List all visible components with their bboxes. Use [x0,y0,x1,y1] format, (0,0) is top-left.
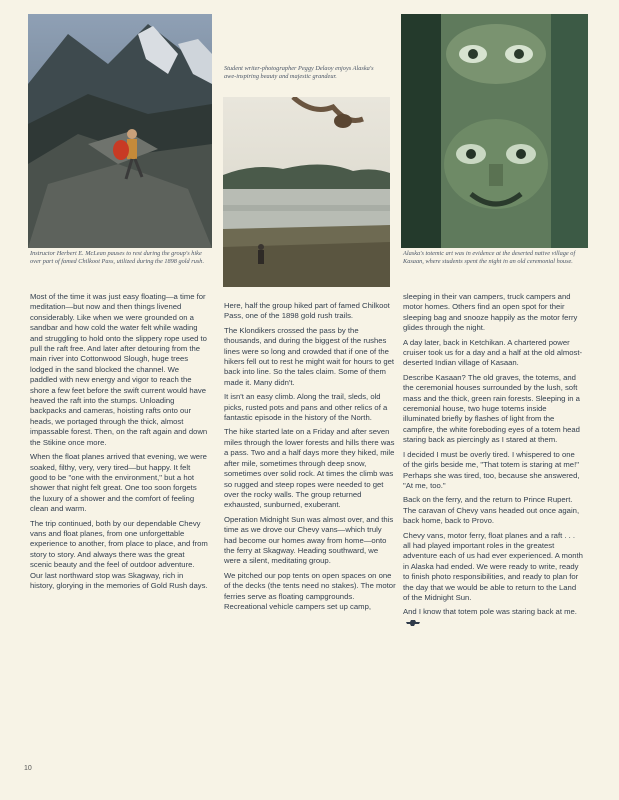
paragraph: Describe Kasaan? The old graves, the totems, and the ceremonial houses surrounded by the lush, soft mass and the thick, green rain forests. Sleeping in a ceremonial house, two huge totems inside illuminated briefly by flashes of light from the campfire, the white foreboding eyes of a totem head staring back as piercingly as I stared at them. [403,372,580,445]
caption-center: Student writer-photographer Peggy Delaoy enjoys Alaska's awe-inspiring beauty and majestic grandeur. [224,65,374,80]
paragraph: sleeping in their van campers, truck campers and motor homes. Others find an open spot for their sleeping bag and snooze happily as the motor ferry glides through the night. [403,292,578,333]
text-column-center [224,301,396,616]
photo-totem-pole [401,14,588,248]
text-column-left [30,292,208,595]
paragraph: A day later, back in Ketchikan. A chartered power cruiser took us for a day and a half at the old almost-deserted Indian village of Kasaan. [403,337,583,368]
chevrolet-bowtie-icon [406,620,420,626]
paragraph: It isn't an easy climb. Along the trail, sleds, old picks, rusted pots and pans and other relics of a fantastic episode in the history of the North. [224,392,388,423]
paragraph: When the float planes arrived that evening, we were soaked, filthy, very, very tired—but happy. It felt good to be "one with the environment," but a hot shower that night felt great. One too soon forgets the luxury of a shower and the comfort of feeling clean and warm. [30,452,207,514]
text-column-right [403,292,583,628]
paragraph: The Klondikers crossed the pass by the thousands, and during the biggest of the rushes lines were so long and crowded that if one of the hikers fell out to rest he might wait for hours to get back into line. So the tales claim. Some of them made it. Many didn't. [224,325,395,387]
paragraph: The hike started late on a Friday and after seven miles through the lower forests and hills there was a pass. Two and a half days more they hiked, mile after mile, sometimes through deep snow, sometimes over solid rock. At times the climb was so rugged and steep ropes were needed to get over the rocky walls. The group returned exhausted, sunburned, exuberant. [224,427,395,510]
caption-right: Alaska's totemic art was in evidence at the deserted native village of Kasaan, where students spent the night in an old ceremonial house. [403,250,576,265]
paragraph: Chevy vans, motor ferry, float planes and a raft . . . all had played important roles in the greatest adventure each of us had ever experienced. A month in Alaska had ended. We were ready to write, ready to finish photo responsibilities, and ready to plan for the day that we would be able to return to the Land of the Midnight Sun. [403,530,583,602]
photo-hiker-chilkoot [28,14,212,248]
paragraph: Operation Midnight Sun was almost over, and this time as we drove our Chevy vans—which truly had become our homes away from home—onto the ferry at Skagway. Heading southward, we were a silent, meditating group. [224,514,394,566]
photo-lake-shore [223,97,390,287]
paragraph: The trip continued, both by our dependable Chevy vans and float planes, from one unforgettable experience to another, from place to place, and from story to story. And always there was the great scenic beauty and the feel of outdoor adventure. Our last northward stop was Skagway, rich in history, glorying in the memories of Gold Rush days. [30,518,208,590]
page-number: 10 [24,765,32,772]
paragraph: And I know that totem pole was staring back at me. [403,607,577,617]
caption-left: Instructor Herbert E. McLean pauses to rest during the group's hike over part of famed Chilkoot Pass, utilized during the 1898 gold rush. [30,250,205,265]
paragraph: Here, half the group hiked part of famed Chilkoot Pass, one of the 1898 gold rush trails. [224,301,390,321]
paragraph: Most of the time it was just easy floating—a time for meditation—but now and then things livened considerably. Like when we were grounded on a sandbar and how cold the water felt while wading and struggling to hold onto the slippery rope used to pull the raft free. And later after detouring from the main river into Cottonwood Slough, huge trees lodged in the sand blocked the channel. We paddled with new energy and vigor to reach the shore a few feet before the swift current would have heaved the raft into the stumps. Unloading backpacks and cameras, hoisting rafts onto our heads, we portaged through the thick, almost impassable forest. Then, on the raft again and down the Stikine once more. [30,292,208,447]
paragraph: Back on the ferry, and the return to Prince Rupert. The caravan of Chevy vans headed out once again, back home, back to Provo. [403,495,580,526]
paragraph: I decided I must be overly tired. I whispered to one of the girls beside me, "That totem is staring at me!" Perhaps she was tired, too, because she answered, "At me, too." [403,449,580,490]
paragraph: We pitched our pop tents on open spaces on one of the decks (the tents need no stakes). The motor ferries serve as floating campgrounds. Recreational vehicle campers set up camp, [224,570,396,611]
